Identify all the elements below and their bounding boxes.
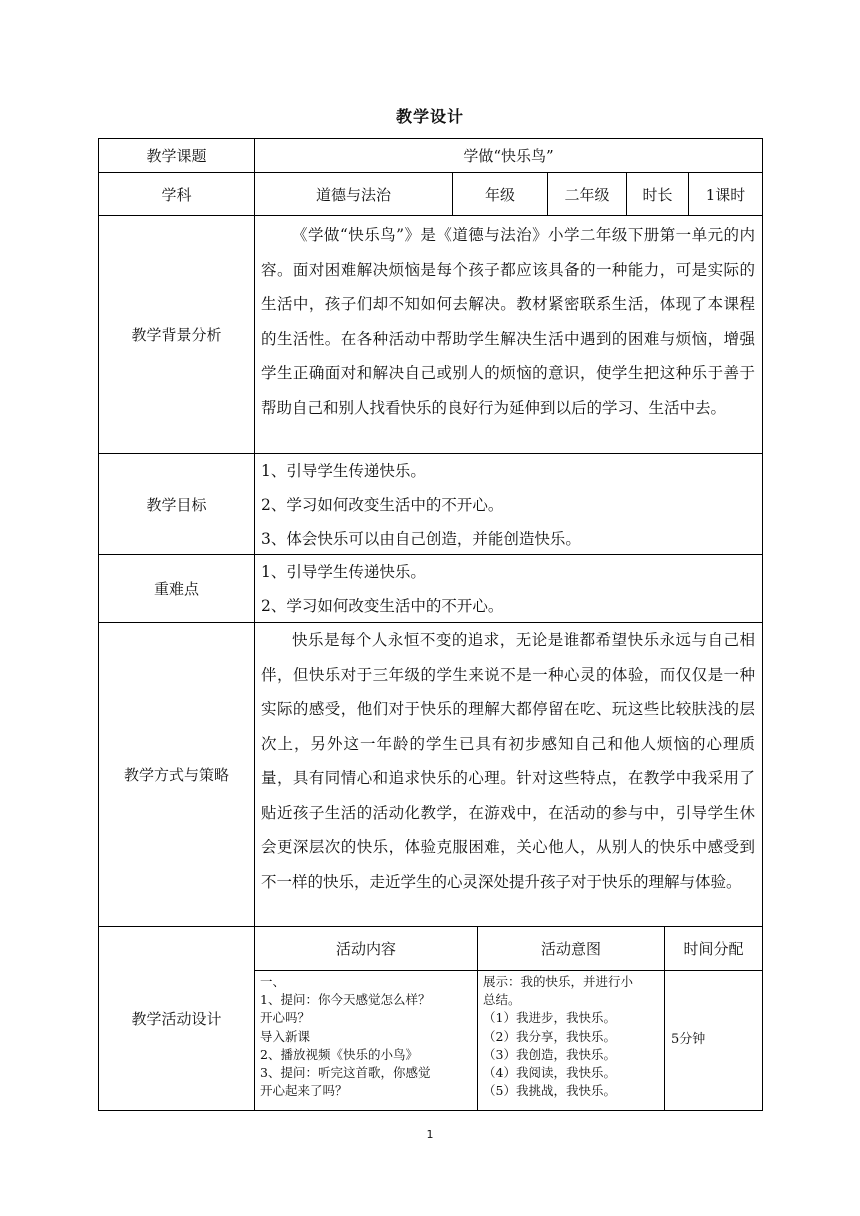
background-paragraph: 《学做“快乐鸟”》是《道德与法治》小学二年级下册第一单元的内容。面对困难解决烦恼是每个孩子都应该具备的一种能力，可是实际的生活中，孩子们却不知如何去解决。教材紧密联系生活，体现了本课程的生活性。在各种活动中帮助学生解决生活中遇到的困难与烦恼，增强学生正确面对和解决自己或别人的烦恼的意识，使学生把这种乐于善于帮助自己和别人找看快乐的良好行为延伸到以后的学习、生活中去。	[261, 226, 755, 417]
page-number: 1	[426, 1128, 434, 1141]
activity-intent-line: （5）我挑战，我快乐。	[483, 1083, 616, 1099]
activity-content-list	[260, 973, 475, 1100]
activity-time-value: 5分钟	[671, 1032, 706, 1047]
activity-intent-line: （3）我创造，我快乐。	[483, 1046, 616, 1062]
activity-content-line: 2、播放视频《快乐的小鸟》	[260, 1046, 418, 1062]
method-paragraph: 快乐是每个人永恒不变的追求，无论是谁都希望快乐永远与自己相伴，但快乐对于三年级的学生来说不是一种心灵的体验，而仅仅是一种实际的感受，他们对于快乐的理解大都停留在吃、玩这些比较肤浅的层次上，另外这一年龄的学生已具有初步感知自己和他人烦恼的心理质量，具有同情心和追求快乐的心理。针对这些特点，在教学中我采用了贴近孩子生活的活动化教学，在游戏中，在活动的参与中，引导学生休会更深层次的快乐，体验克服困难，关心他人，从别人的快乐中感受到不一样的快乐，走近学生的心灵深处提升孩子对于快乐的理解与体验。	[261, 631, 755, 891]
activity-intent-line: （4）我阅读，我快乐。	[483, 1065, 616, 1081]
topic-value: 学做“快乐鸟”	[463, 147, 554, 165]
activity-header-time: 时间分配	[683, 940, 744, 958]
duration-label: 时长	[642, 185, 673, 204]
activity-content-line: 开心起来了吗？	[260, 1083, 348, 1099]
activity-label: 教学活动设计	[131, 1010, 222, 1028]
method-label: 教学方式与策略	[123, 766, 229, 784]
activity-intent-line: （2）我分享，我快乐。	[483, 1028, 616, 1044]
activity-header-content: 活动内容	[335, 940, 396, 958]
activity-content-line: 3、提问：听完这首歌，你感觉	[260, 1065, 431, 1081]
activity-intent-line: （1）我进步，我快乐。	[483, 1010, 616, 1026]
subject-label: 学科	[161, 185, 192, 204]
topic-label: 教学课题	[146, 147, 207, 165]
goal-item: 2、学习如何改变生活中的不开心。	[261, 496, 504, 514]
goals-label: 教学目标	[146, 495, 207, 514]
grade-label: 年级	[484, 185, 515, 204]
activity-content-line: 一、	[260, 974, 286, 989]
subject-value: 道德与法治	[315, 185, 391, 204]
background-text-block	[261, 216, 755, 453]
duration-value: 1课时	[705, 185, 746, 204]
activity-intent-line: 总结。	[483, 992, 521, 1008]
activity-header-intent: 活动意图	[540, 940, 601, 958]
activity-content-line: 1、提问：你今天感觉怎么样？	[260, 992, 431, 1008]
key-point-item: 1、引导学生传递快乐。	[261, 563, 426, 581]
activity-intent-list	[483, 973, 661, 1100]
activity-content-line: 开心吗？	[260, 1010, 311, 1026]
activity-content-line: 导入新课	[260, 1028, 311, 1044]
goals-list	[261, 454, 755, 554]
document-title: 教学设计	[395, 107, 464, 126]
method-text-block	[261, 623, 755, 926]
grade-value: 二年级	[564, 185, 610, 204]
key-points-label: 重难点	[153, 580, 199, 598]
activity-intent-line: 展示：我的快乐，并进行小	[483, 974, 634, 989]
goal-item: 3、体会快乐可以由自己创造，并能创造快乐。	[261, 530, 581, 548]
key-point-item: 2、学习如何改变生活中的不开心。	[261, 597, 504, 615]
goal-item: 1、引导学生传递快乐。	[261, 462, 426, 480]
background-label: 教学背景分析	[131, 326, 222, 344]
key-points-list	[261, 555, 755, 622]
